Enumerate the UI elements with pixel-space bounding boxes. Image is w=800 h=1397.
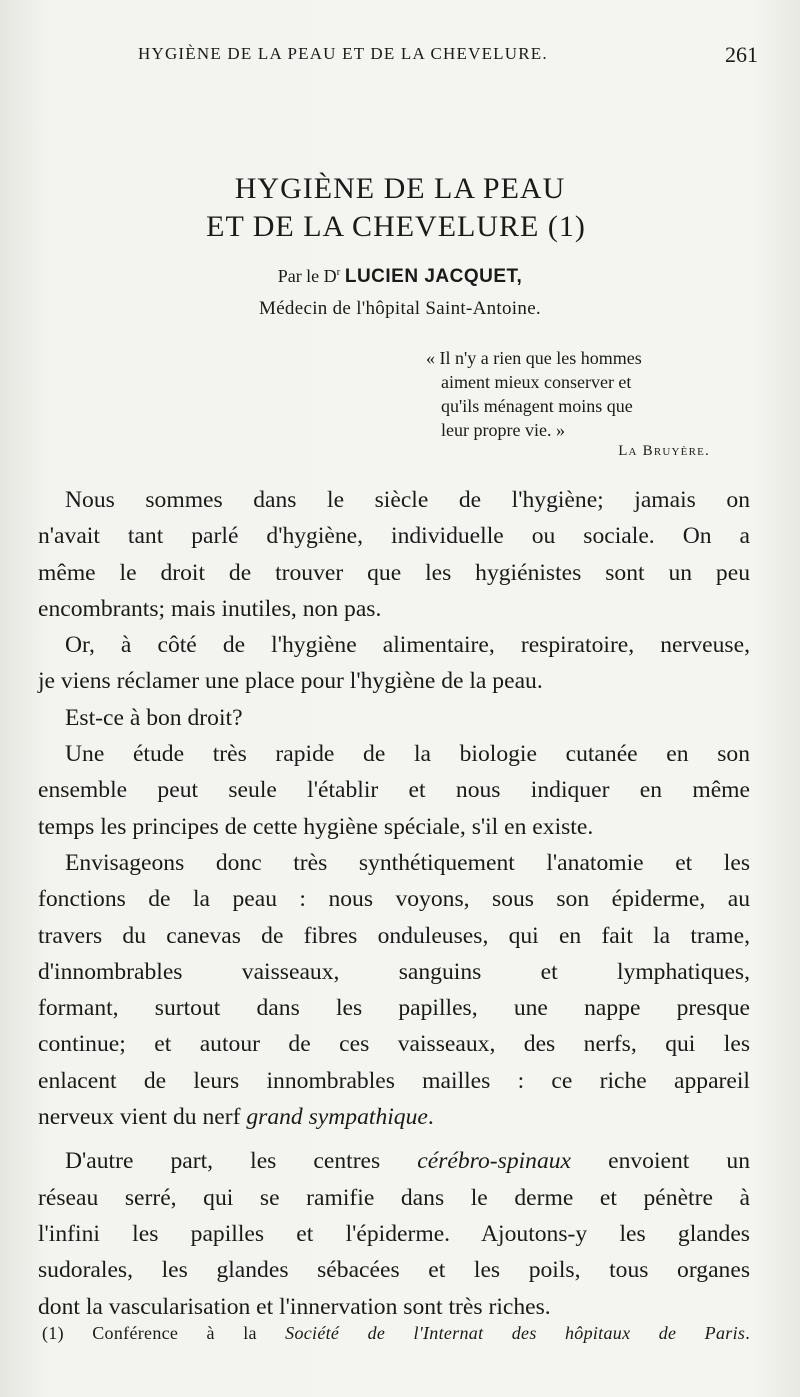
running-head-title: HYGIÈNE DE LA PEAU ET DE LA CHEVELURE.: [138, 44, 548, 63]
author-affiliation: Médecin de l'hôpital Saint-Antoine.: [259, 298, 541, 319]
epigraph: [426, 346, 756, 442]
text-line: sudorales, les glandes sébacées et les poils, tous organes: [38, 1257, 750, 1284]
running-head: [138, 44, 758, 72]
epigraph-attribution: La Bruyère.: [618, 443, 710, 459]
article-title-line-2: ET DE LA CHEVELURE (1): [206, 210, 586, 243]
text-line: [38, 1099, 750, 1135]
footnote: [42, 1323, 750, 1344]
epigraph-line: qu'ils ménagent moins que: [441, 396, 633, 416]
paragraph-6: [38, 1143, 750, 1324]
epigraph-line: aiment mieux conserver et: [441, 372, 632, 392]
paragraph-3: [38, 700, 750, 736]
paragraph-1: [38, 482, 750, 627]
text-line: travers du canevas de fibres onduleuses, qui en fait la trame,: [38, 922, 750, 949]
epigraph-line: leur propre vie. »: [441, 420, 565, 440]
text-line: je viens réclamer une place pour l'hygiène de la peau.: [38, 668, 543, 695]
text-line: l'infini les papilles et l'épiderme. Ajoutons-y les glandes: [38, 1220, 750, 1247]
text-line: encombrants; mais inutiles, non pas.: [38, 595, 382, 622]
text-run: .: [427, 1104, 434, 1131]
text-line: Envisageons donc très synthétiquement l'anatomie et les: [65, 849, 750, 876]
author-name: LUCIEN JACQUET,: [344, 266, 523, 287]
paragraph-2: [38, 627, 750, 700]
paragraph-4: [38, 736, 750, 845]
italic-term: grand sympathique: [246, 1104, 428, 1131]
text-line: Une étude très rapide de la biologie cutanée en son: [65, 741, 750, 768]
text-line: continue; et autour de ces vaisseaux, des nerfs, qui les: [38, 1031, 750, 1058]
text-line: Est-ce à bon droit?: [65, 704, 243, 731]
text-line: fonctions de la peau : nous voyons, sous son épiderme, au: [38, 886, 750, 913]
italic-term: cérébro-spinaux: [417, 1148, 572, 1175]
article-body: [38, 482, 750, 1325]
footnote-italic: Société de l'Internat des hôpitaux de Paris: [285, 1323, 746, 1343]
text-line: [38, 1143, 750, 1179]
footnote-suffix: .: [745, 1323, 750, 1343]
text-line: formant, surtout dans les papilles, une nappe presque: [38, 995, 750, 1022]
text-line: même le droit de trouver que les hygiénistes sont un peu: [38, 559, 750, 586]
article-title-line-1: HYGIÈNE DE LA PEAU: [234, 172, 566, 205]
text-line: Nous sommes dans le siècle de l'hygiène; jamais on: [65, 487, 750, 513]
paragraph-gap: [38, 1135, 750, 1143]
epigraph-line: « Il n'y a rien que les hommes: [426, 348, 642, 368]
text-line: ensemble peut seule l'établir et nous indiquer en même: [38, 777, 750, 804]
page-number: 261: [725, 42, 758, 67]
text-run: D'autre part, les centres: [65, 1148, 418, 1175]
text-line: d'innombrables vaisseaux, sanguins et lymphatiques,: [38, 958, 750, 985]
text-run: envoient un: [571, 1148, 750, 1175]
text-line: n'avait tant parlé d'hygiène, individuelle ou sociale. On a: [38, 523, 750, 550]
text-line: Or, à côté de l'hygiène alimentaire, respiratoire, nerveuse,: [65, 632, 750, 659]
text-line: réseau serré, qui se ramifie dans le derme et pénètre à: [38, 1184, 750, 1211]
footnote-prefix: (1) Conférence à la: [42, 1323, 286, 1343]
author-prefix-sup: r: [336, 266, 341, 278]
text-line: enlacent de leurs innombrables mailles : ce riche appareil: [38, 1067, 750, 1094]
text-run: nerveux vient du nerf: [38, 1104, 247, 1131]
paragraph-5: [38, 845, 750, 1135]
author-line: [0, 266, 800, 288]
text-line: temps les principes de cette hygiène spéciale, s'il en existe.: [38, 813, 594, 840]
author-prefix: Par le D: [277, 266, 337, 286]
text-line: dont la vascularisation et l'innervation sont très riches.: [38, 1293, 551, 1320]
